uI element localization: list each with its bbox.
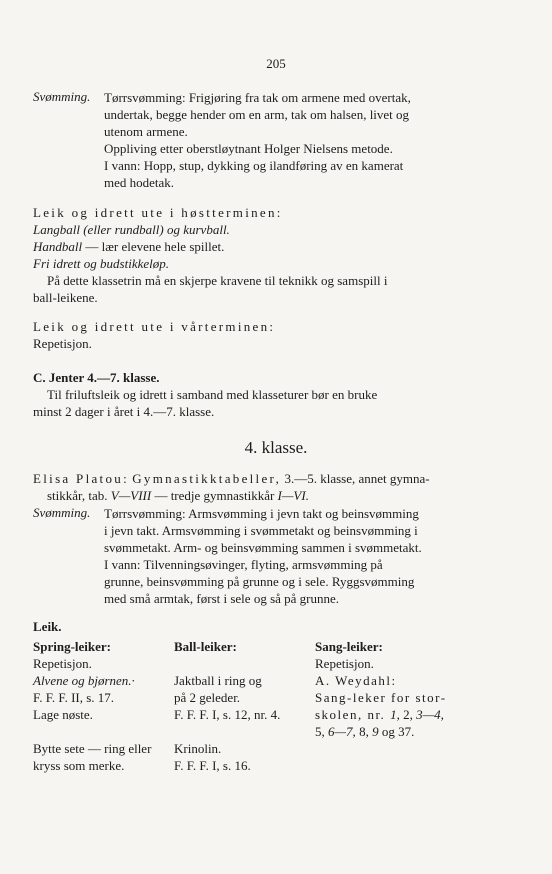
girls-section: [33, 369, 523, 420]
text-line: med hodetak.: [104, 175, 175, 190]
list-item: [315, 706, 447, 723]
text-line: [33, 238, 523, 255]
game-note: — lær elevene hele spillet.: [82, 239, 225, 254]
section-heading: Leik og idrett ute i vårterminen:: [33, 319, 276, 334]
text-line: Oppliving etter oberstløytnant Holger Nielsens metode.: [104, 141, 393, 156]
list-item: Repetisjon.: [315, 656, 374, 671]
text-line: Fri idrett og budstikkeløp.: [33, 256, 169, 271]
text-line: undertak, begge hender om en arm, tak om halsen, livet og: [104, 107, 410, 122]
text-span: skolen, nr.: [315, 707, 391, 722]
text-span: 1,: [390, 707, 400, 722]
column-title: Ball-leiker:: [174, 639, 237, 654]
song-games-column: [315, 638, 447, 740]
book-title: Gymnastikktabeller,: [132, 471, 282, 486]
list-item: Jaktball i ring og: [174, 673, 262, 688]
swimming-text: [104, 89, 524, 191]
section-heading: Leik og idrett ute i høstterminen:: [33, 205, 283, 220]
text-span: 2,: [399, 707, 417, 722]
text-line: Repetisjon.: [33, 336, 92, 351]
swimming-label: Svømming.: [33, 89, 91, 104]
list-item: Krinolin.: [174, 741, 222, 756]
book-title: Sang-leker for stor-: [315, 690, 447, 705]
text-span: 8,: [355, 724, 373, 739]
swimming-text: [104, 505, 524, 607]
text-span: I—VI.: [277, 488, 309, 503]
list-item: Lage nøste.: [33, 707, 93, 722]
text-line: utenom armene.: [104, 124, 188, 139]
ball-games-column: [174, 638, 280, 774]
grade-title: 4. klasse.: [244, 438, 308, 457]
text-span: 3—4,: [416, 707, 444, 722]
text-span: 6—7,: [328, 724, 356, 739]
list-item: kryss som merke.: [33, 758, 125, 773]
text-span: 5,: [315, 724, 328, 739]
list-item: F. F. F. II, s. 17.: [33, 690, 115, 705]
text-line: På dette klassetrin må en skjerpe kravene til teknikk og samspill i: [47, 273, 388, 288]
text-span: 9: [372, 724, 379, 739]
author-name: A. Weydahl:: [315, 673, 397, 688]
text-line: Til friluftsleik og idrett i samband med klasseturer bør en bruke: [47, 387, 378, 402]
text-line: [33, 487, 523, 504]
author-name: Elisa Platou:: [33, 471, 129, 486]
text-line: med små armtak, først i sele og så på grunne.: [104, 591, 340, 606]
text-line: grunne, beinsvømming på grunne og i sele. Ryggsvømming: [104, 574, 415, 589]
text-line: I vann: Hopp, stup, dykking og ilandføring av en kamerat: [104, 158, 404, 173]
text-line: Tørrsvømming: Armsvømming i jevn takt og beinsvømming: [104, 506, 419, 521]
text-span: stikkår, tab.: [47, 488, 111, 503]
text-span: 3.—5. klasse, annet gymna-: [281, 471, 430, 486]
game-name: Handball: [33, 239, 83, 254]
page-number: 205: [266, 56, 286, 71]
list-item: F. F. F. I, s. 12, nr. 4.: [174, 707, 281, 722]
list-item: Alvene og bjørnen.·: [33, 673, 135, 688]
spacer: [174, 723, 280, 740]
list-item: Bytte sete — ring eller: [33, 741, 152, 756]
list-item: Repetisjon.: [33, 656, 92, 671]
column-title: Spring-leiker:: [33, 639, 111, 654]
list-item: F. F. F. I, s. 16.: [174, 758, 251, 773]
games-heading: Leik.: [33, 619, 62, 634]
reference-text: [33, 470, 523, 504]
text-line: minst 2 dager i året i 4.—7. klasse.: [33, 404, 215, 419]
spacer: [33, 723, 151, 740]
swimming-label: Svømming.: [33, 505, 91, 520]
column-title: Sang-leiker:: [315, 639, 383, 654]
text-line: [33, 470, 523, 487]
spring-games-column: [33, 638, 151, 774]
text-line: i jevn takt. Armsvømming i svømmetakt og beinsvømming i: [104, 523, 418, 538]
text-span: — tredje gymnastikkår: [151, 488, 278, 503]
text-line: svømmetakt. Arm- og beinsvømming sammen i svømmetakt.: [104, 540, 422, 555]
autumn-section: [33, 204, 523, 306]
spring-section: [33, 318, 523, 352]
game-name-rest: (eller rundball) og kurvball.: [79, 222, 230, 237]
text-span: og 37.: [378, 724, 415, 739]
text-line: ball-leikene.: [33, 290, 98, 305]
text-line: I vann: Tilvenningsøvinger, flyting, armsvømming på: [104, 557, 383, 572]
section-heading: C. Jenter 4.—7. klasse.: [33, 370, 160, 385]
spacer: [174, 655, 280, 672]
text-line: [33, 221, 523, 238]
game-name: Langball: [33, 222, 80, 237]
list-item: [315, 723, 447, 740]
text-span: V—VIII: [110, 488, 152, 503]
list-item: på 2 geleder.: [174, 690, 241, 705]
text-line: Tørrsvømming: Frigjøring fra tak om armene med overtak,: [104, 90, 411, 105]
